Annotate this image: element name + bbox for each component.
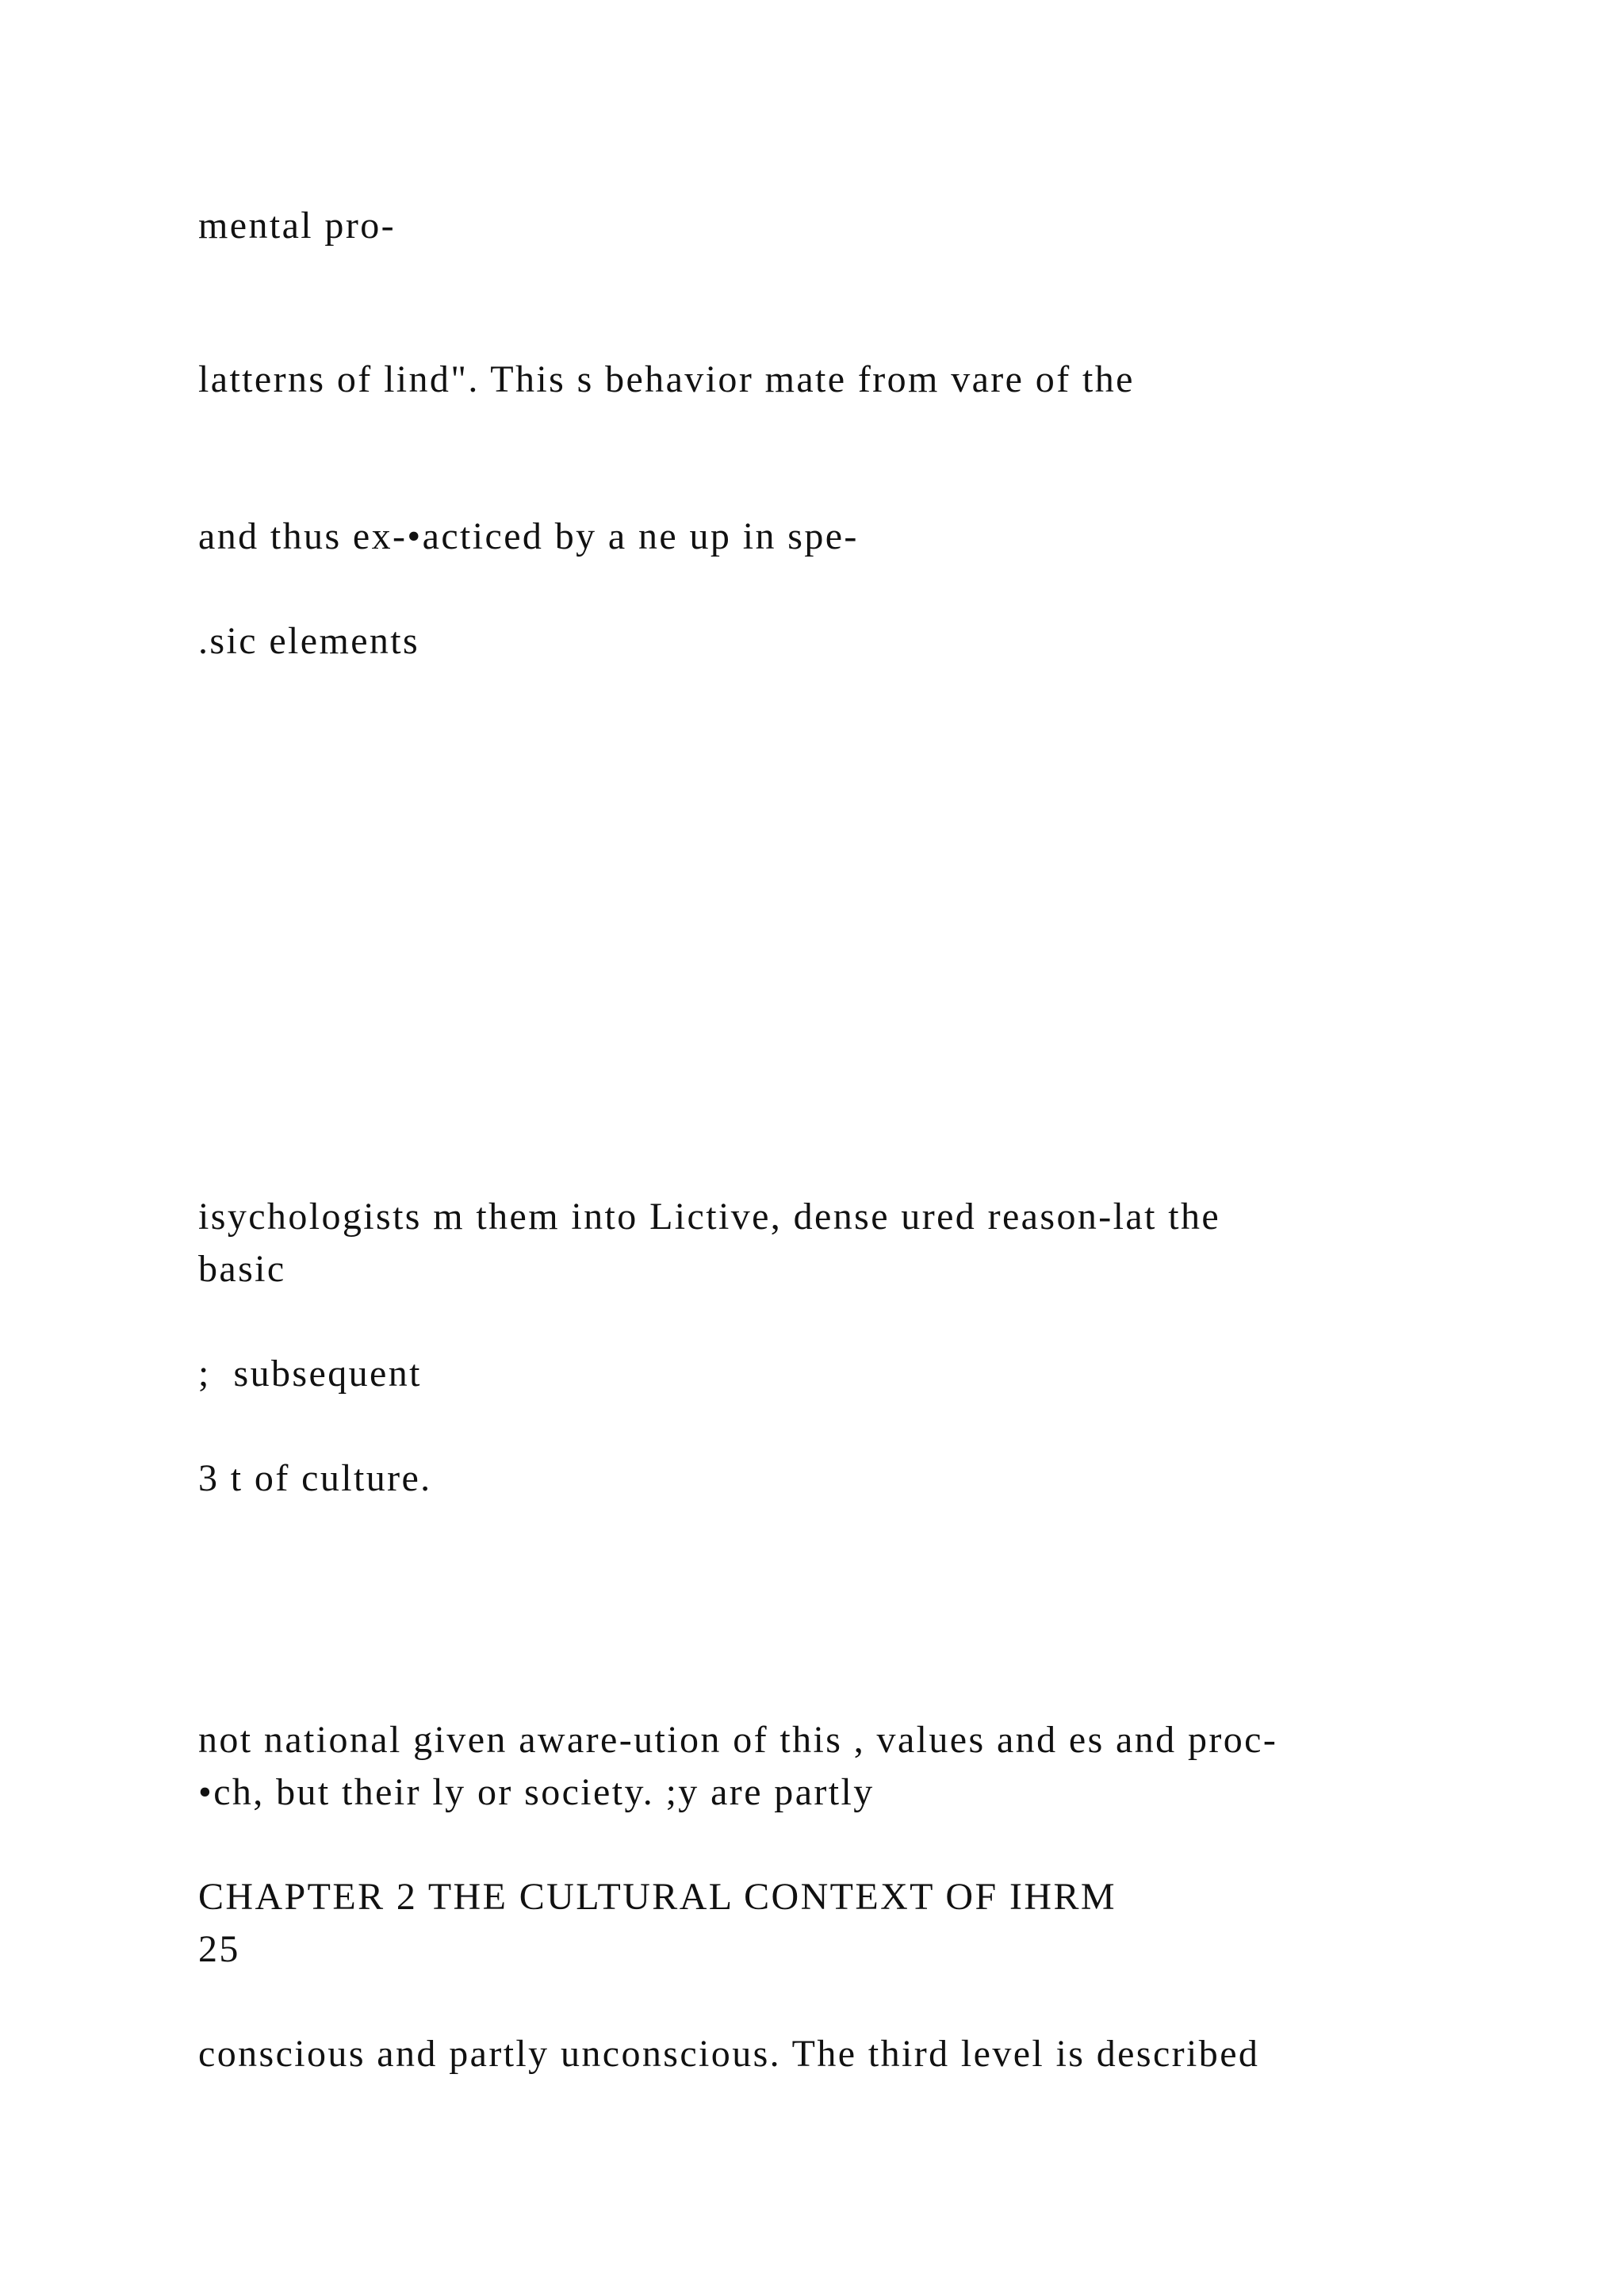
page-number: 25 [198,1928,240,1970]
chapter-heading: CHAPTER 2 THE CULTURAL CONTEXT OF IHRM [198,1876,1116,1918]
text-line: basic [198,1248,286,1290]
text-line: isychologists m them into Lictive, dense ured reason-lat the [198,1196,1221,1238]
text-line: mental pro- [198,205,396,247]
text-line: and thus ex-•acticed by a ne up in spe- [198,515,859,557]
text-line: conscious and partly unconscious. The third level is described [198,2033,1260,2075]
text-line: 3 t of culture. [198,1457,432,1499]
text-line: •ch, but their ly or society. ;y are partly [198,1771,875,1813]
text-line: latterns of lind". This s behavior mate from vare of the [198,358,1135,400]
text-line: .sic elements [198,620,420,662]
text-line: not national given aware-ution of this , values and es and proc- [198,1719,1278,1761]
text-line: ; subsequent [198,1353,422,1395]
